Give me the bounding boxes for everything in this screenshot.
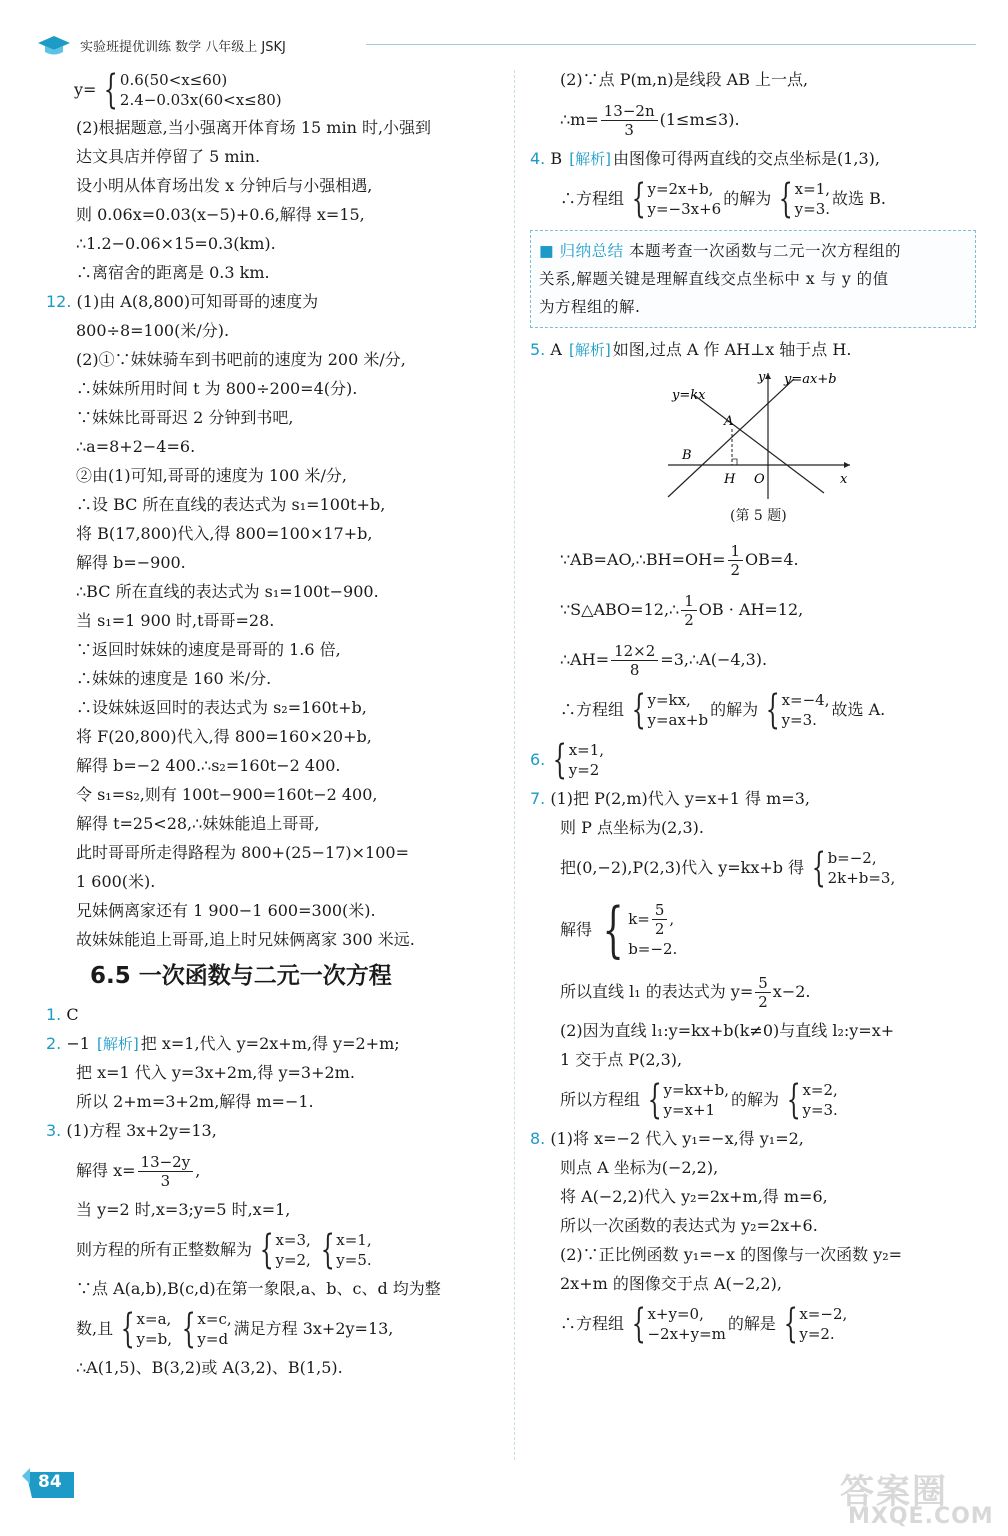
text-line: ∵妹妹比哥哥迟 2 分钟到书吧, <box>76 408 294 427</box>
fraction-line <box>530 635 976 685</box>
question-3 <box>46 1117 504 1146</box>
text: 故选 B. <box>832 189 886 208</box>
summary-text: 为方程组的解. <box>539 298 641 316</box>
right-column <box>530 66 976 1349</box>
question-number: 4. <box>530 149 546 168</box>
question-7 <box>530 785 976 814</box>
text-line: 设小明从体育场出发 x 分钟后与小强相遇, <box>76 176 373 195</box>
answer: −1 <box>66 1034 90 1053</box>
text: y=kx, <box>647 691 691 709</box>
text: 的解为 <box>731 1090 780 1109</box>
text-line: 所以 2+m=3+2m,解得 m=−1. <box>76 1092 314 1111</box>
page-header <box>36 32 976 60</box>
text: y=3. <box>802 1101 838 1119</box>
text-line: 把 x=1 代入 y=3x+2m,得 y=3+2m. <box>76 1063 355 1082</box>
point-a-label: A <box>724 414 734 429</box>
piecewise-line <box>46 66 504 114</box>
text-line: 令 s₁=s₂,则有 100t−900=160t−2 400, <box>76 785 378 804</box>
fraction <box>601 102 658 139</box>
text: y=x+1 <box>663 1101 716 1119</box>
text: 0.6(50<x≤60) <box>119 71 228 89</box>
text: 把 x=1,代入 y=2x+m,得 y=2+m; <box>140 1034 400 1053</box>
text-line: (2)∵点 P(m,n)是线段 AB 上一点, <box>560 70 809 89</box>
text: ∴AH= <box>560 650 610 669</box>
text: x=−4, <box>781 691 830 709</box>
row <box>628 901 677 938</box>
text: 故选 A. <box>831 700 886 719</box>
text: ∴方程组 <box>560 189 625 208</box>
text: 如图,过点 A 作 AH⊥x 轴于点 H. <box>612 340 852 359</box>
fraction-line <box>530 95 976 145</box>
text-line: ∴妹妹所用时间 t 为 800÷200=4(分). <box>76 379 358 398</box>
fraction-line <box>530 535 976 585</box>
denominator: 2 <box>684 610 694 629</box>
text: y=5. <box>336 1251 372 1269</box>
text: x−2. <box>772 982 811 1001</box>
equation-system: { x=1, y=3. <box>778 176 831 222</box>
question-number: 12. <box>46 292 72 311</box>
text-line: ∴A(1,5)、B(3,2)或 A(3,2)、B(1,5). <box>76 1358 343 1377</box>
text: (1≤m≤3). <box>659 110 740 129</box>
text-line: ∴BC 所在直线的表达式为 s₁=100t−900. <box>76 582 379 601</box>
text: 由图像可得两直线的交点坐标是(1,3), <box>612 149 880 168</box>
question-number: 2. <box>46 1034 62 1053</box>
text: ∴方程组 <box>560 700 625 719</box>
text: y=d <box>197 1330 229 1348</box>
question-number: 5. <box>530 340 546 359</box>
fraction-line <box>530 967 976 1017</box>
denominator: 2 <box>758 992 768 1011</box>
text: 所以直线 l₁ 的表达式为 y= <box>560 982 754 1001</box>
text: x=2, <box>802 1081 838 1099</box>
text: y=ax+b <box>647 711 709 729</box>
text-line: 当 y=2 时,x=3;y=5 时,x=1, <box>76 1200 291 1219</box>
text-line: 将 F(20,800)代入,得 800=160×20+b, <box>76 727 372 746</box>
text-line: 所以一次函数的表达式为 y₂=2x+6. <box>560 1216 818 1235</box>
system-line <box>530 1075 976 1125</box>
section-title: 6.5 一次函数与二元一次方程 <box>90 963 392 989</box>
text-line: 达文具店并停留了 5 min. <box>76 147 261 166</box>
text: , <box>669 910 675 928</box>
answer: B <box>550 149 563 168</box>
text-line: 1 交于点 P(2,3), <box>560 1050 683 1069</box>
text: x=1, <box>794 180 831 198</box>
text-line: 将 B(17,800)代入,得 800=100×17+b, <box>76 524 373 543</box>
text: k= <box>628 910 650 928</box>
text-line: ∴设 BC 所在直线的表达式为 s₁=100t+b, <box>76 495 386 514</box>
numerator: 12×2 <box>611 642 658 661</box>
question-5 <box>530 336 976 365</box>
denominator: 3 <box>160 1171 171 1190</box>
text: , <box>195 1161 201 1180</box>
text: y=3. <box>781 711 817 729</box>
text-line: 解得 b=−2 400.∴s₂=160t−2 400. <box>76 756 341 775</box>
line-graph-figure <box>664 369 854 503</box>
text-line: 当 s₁=1 900 时,t哥哥=28. <box>76 611 275 630</box>
text: b=−2. <box>628 939 678 958</box>
text: 解得 x= <box>76 1161 136 1180</box>
right-angle-mark <box>732 459 737 465</box>
text-line: ∵返回时妹妹的速度是哥哥的 1.6 倍, <box>76 640 341 659</box>
column-divider <box>514 70 515 1460</box>
text: y=kx+b, <box>663 1081 729 1099</box>
text: ∵AB=AO,∴BH=OH= <box>560 550 726 569</box>
text: y=3. <box>794 200 831 218</box>
question-number: 1. <box>46 1005 62 1024</box>
left-column <box>46 66 504 1383</box>
equation-system: { y=kx+b, y=x+1 <box>647 1077 729 1123</box>
text-line: (2)∵正比例函数 y₁=−x 的图像与一次函数 y₂= <box>560 1245 903 1264</box>
question-1 <box>46 1001 504 1030</box>
text: OB=4. <box>745 550 799 569</box>
text: y=2. <box>799 1325 835 1343</box>
summary-box <box>530 230 976 328</box>
fraction <box>728 542 744 579</box>
analysis-tag: [解析] <box>569 150 611 168</box>
figure-caption: (第 5 题) <box>730 508 787 524</box>
equation-system: { x=−4, y=3. <box>765 687 830 733</box>
text: (1)将 x=−2 代入 y₁=−x,得 y₁=2, <box>550 1129 804 1148</box>
text-line: 则 0.06x=0.03(x−5)+0.6,解得 x=15, <box>76 205 365 224</box>
fraction <box>138 1153 194 1190</box>
text: (1)由 A(8,800)可知哥哥的速度为 <box>76 292 319 311</box>
text: y=b, <box>136 1330 172 1348</box>
figure-5 <box>530 365 976 535</box>
page-number-badge <box>22 1466 82 1504</box>
equation-label: y=ax+b <box>784 372 837 387</box>
text-line: 2x+m 的图像交于点 A(−2,2), <box>560 1274 782 1293</box>
text-line: (2)①∵妹妹骑车到书吧前的速度为 200 米/分, <box>76 350 406 369</box>
equation-label: y=kx <box>672 388 706 403</box>
text: x=1, <box>568 741 605 759</box>
text: 数,且 <box>76 1319 114 1338</box>
text: 所以方程组 <box>560 1090 641 1109</box>
text-line: ∴a=8+2−4=6. <box>76 437 196 456</box>
text: 2k+b=3, <box>827 869 896 887</box>
graduation-cap-icon <box>36 34 72 56</box>
text: x=a, <box>136 1310 172 1328</box>
denominator: 2 <box>730 560 741 579</box>
point-h-label: H <box>724 472 736 487</box>
text: 满足方程 3x+2y=13, <box>233 1319 394 1338</box>
text-line: (2)根据题意,当小强离开体育场 15 min 时,小强到 <box>76 118 432 137</box>
equation-system: { y=kx, y=ax+b <box>631 687 709 733</box>
text: 解得 <box>560 920 593 939</box>
watermark-logo-text: 答案圈 <box>840 1472 948 1512</box>
text-line: ∴1.2−0.06×15=0.3(km). <box>76 234 276 253</box>
header-title: 实验班提优训练 数学 八年级上 JSKJ <box>80 40 286 55</box>
numerator: 13−2n <box>601 102 658 121</box>
equation-system: { x=2, y=3. <box>786 1077 838 1123</box>
fraction <box>611 642 658 679</box>
text: b=−2, <box>827 849 877 867</box>
origin-label: O <box>754 472 765 487</box>
system-line <box>46 1304 504 1354</box>
text-line: ∴离宿舍的距离是 0.3 km. <box>76 263 270 282</box>
text-line: 1 600(米). <box>76 872 156 891</box>
system-line <box>46 1225 504 1275</box>
text: 2.4−0.03x(60<x≤80) <box>119 91 282 109</box>
text: (1)把 P(2,m)代入 y=x+1 得 m=3, <box>550 789 810 808</box>
question-6 <box>530 735 976 785</box>
text-line: 故妹妹能追上哥哥,追上时兄妹俩离家 300 米远. <box>76 930 415 949</box>
equation-system: { y=2x+b, y=−3x+6 <box>631 176 722 222</box>
watermark-url: MXQE.COM <box>848 1504 994 1529</box>
fraction-line <box>46 1146 504 1196</box>
numerator: 1 <box>681 592 697 611</box>
equation-system: { x=a, y=b, <box>120 1306 172 1352</box>
text-line: ∵点 A(a,b),B(c,d)在第一象限,a、b、c、d 均为整 <box>76 1279 441 1298</box>
text-line: 将 A(−2,2)代入 y₂=2x+m,得 m=6, <box>560 1187 828 1206</box>
fraction <box>681 592 697 629</box>
text-line: ②由(1)可知,哥哥的速度为 100 米/分, <box>76 466 347 485</box>
y-axis-arrow <box>765 373 771 379</box>
x-axis-arrow <box>844 462 850 468</box>
text: y=2 <box>568 761 600 779</box>
system-line <box>530 893 976 967</box>
watermark <box>818 1464 994 1530</box>
text-line: 解得 b=−900. <box>76 553 186 572</box>
text-line: 解得 t=25<28,∴妹妹能追上哥哥, <box>76 814 320 833</box>
fraction-line <box>530 585 976 635</box>
text-line: 则点 A 坐标为(−2,2), <box>560 1158 719 1177</box>
page-number: 84 <box>38 1472 62 1492</box>
text: x=c, <box>197 1310 232 1328</box>
question-number: 8. <box>530 1129 546 1148</box>
numerator: 5 <box>755 974 771 993</box>
system-line <box>530 843 976 893</box>
equation-system: { x=1, y=5. <box>320 1227 372 1273</box>
header-rule <box>366 44 976 45</box>
answer: A <box>550 340 562 359</box>
denominator: 8 <box>629 660 640 679</box>
equation-system: { x=c, y=d <box>181 1306 232 1352</box>
text: x=−2, <box>799 1305 848 1323</box>
text: x+y=0, <box>647 1305 704 1323</box>
analysis-tag: [解析] <box>97 1035 139 1053</box>
text: y= <box>74 80 97 99</box>
text: 的解为 <box>723 189 772 208</box>
question-8 <box>530 1125 976 1154</box>
text-line: ∴设妹妹返回时的表达式为 s₂=160t+b, <box>76 698 367 717</box>
summary-text: 本题考查一次函数与二元一次方程组的 <box>629 242 902 260</box>
equation-system: { x=−2, y=2. <box>783 1301 848 1347</box>
text: 则方程的所有正整数解为 <box>76 1240 253 1259</box>
text: (1)方程 3x+2y=13, <box>66 1121 217 1140</box>
system-line <box>530 174 976 224</box>
x-axis-label: x <box>840 472 848 487</box>
text-line: 800÷8=100(米/分). <box>76 321 230 340</box>
text: y=−3x+6 <box>647 200 722 218</box>
numerator: 5 <box>652 901 668 920</box>
fraction <box>652 901 668 938</box>
text: y=2x+b, <box>647 180 714 198</box>
text-line: ∴妹妹的速度是 160 米/分. <box>76 669 272 688</box>
point-b-label: B <box>682 448 692 463</box>
summary-title: ■ 归纳总结 <box>539 242 624 260</box>
text: y=2, <box>275 1251 311 1269</box>
text-line: 此时哥哥所走得路程为 800+(25−17)×100= <box>76 843 409 862</box>
text: 的解是 <box>727 1314 776 1333</box>
text: =3,∴A(−4,3). <box>660 650 768 669</box>
denominator: 3 <box>624 120 634 139</box>
y-axis-label: y <box>758 370 766 385</box>
text: −2x+y=m <box>647 1325 726 1343</box>
text: ∴方程组 <box>560 1314 625 1333</box>
system-line <box>530 685 976 735</box>
question-number: 3. <box>46 1121 62 1140</box>
question-12 <box>46 288 504 317</box>
analysis-tag: [解析] <box>569 341 611 359</box>
equation-system: { x=3, y=2, <box>259 1227 311 1273</box>
text: x=1, <box>336 1231 372 1249</box>
text-line: 兄妹俩离家还有 1 900−1 600=300(米). <box>76 901 376 920</box>
system-line <box>530 1299 976 1349</box>
text-line: (2)因为直线 l₁:y=kx+b(k≠0)与直线 l₂:y=x+ <box>560 1021 895 1040</box>
equation-system: { b=−2, 2k+b=3, <box>811 845 896 891</box>
numerator: 13−2y <box>138 1153 194 1172</box>
text: ∵S△ABO=12,∴ <box>560 600 680 619</box>
text: x=3, <box>275 1231 311 1249</box>
denominator: 2 <box>654 919 665 938</box>
text: ∴m= <box>560 110 599 129</box>
equation-system: { x+y=0, −2x+y=m <box>631 1301 726 1347</box>
text: 的解为 <box>710 700 759 719</box>
equation-system: { k= $\frac{5}{2}$ , b=−2. <box>602 895 678 965</box>
summary-text: 关系,解题关键是理解直线交点坐标中 x 与 y 的值 <box>539 270 889 288</box>
equation-system: { x=1, y=2 <box>552 737 605 783</box>
question-number: 6. <box>530 750 546 769</box>
text: OB · AH=12, <box>698 600 804 619</box>
numerator: 1 <box>728 542 744 561</box>
piecewise-system: { 0.6(50<x≤60) 2.4−0.03x(60<x≤80) <box>104 67 282 113</box>
question-4 <box>530 145 976 174</box>
question-number: 7. <box>530 789 546 808</box>
text-line: 则 P 点坐标为(2,3). <box>560 818 704 837</box>
answer: C <box>66 1005 79 1024</box>
question-2 <box>46 1030 504 1059</box>
text: 把(0,−2),P(2,3)代入 y=kx+b 得 <box>560 858 805 877</box>
fraction <box>755 974 771 1011</box>
